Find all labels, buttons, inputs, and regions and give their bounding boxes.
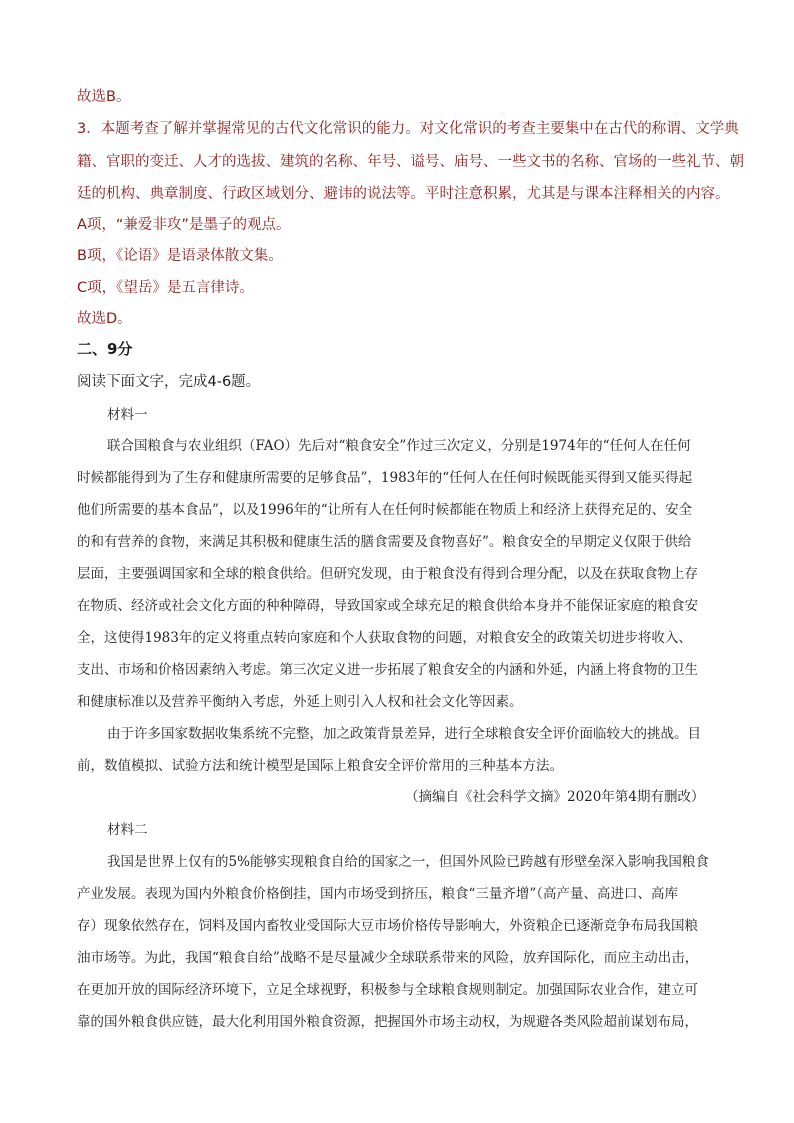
- material-2-p1-line-5: 在更加开放的国际经济环境下，立足全球视野，积极参与全球粮食规则制定。加强国际农业合作，建立可: [77, 982, 698, 998]
- material-2-p1-line-4: 油市场等。为此，我国“粮食自给”战略不是尽量减少全球联系带来的风险，放弃国际化，而应主动出击，: [77, 950, 699, 966]
- option-c-note: C项，《望岳》是五言律诗。: [77, 280, 254, 296]
- q3-explanation-line-3: 廷的机构、典章制度、行政区域划分、避讳的说法等。平时注意积累，尤其是与课本注释相关的内容。: [77, 186, 730, 202]
- material-1-citation: （摘编自《社会科学文摘》2020年第4期有删改）: [405, 789, 705, 805]
- q3-explanation-line-1: 3．本题考查了解并掌握常见的古代文化常识的能力。对文化常识的考查主要集中在古代的称谓、文学典: [77, 121, 739, 137]
- option-b-note: B项，《论语》是语录体散文集。: [77, 248, 283, 264]
- material-1-p1-line-1: 联合国粮食与农业组织（FAO）先后对“粮食安全”作过三次定义，分别是1974年的“任何人在任何: [107, 438, 691, 454]
- section-instruction: 阅读下面文字，完成4-6题。: [77, 374, 261, 390]
- material-2-p1-line-3: 存）现象依然存在，饲料及国内畜牧业受国际大豆市场价格传导影响大，外资粮企已逐渐竞争布局我国粮: [77, 918, 698, 934]
- q3-explanation-line-2: 籍、官职的变迁、人才的选拔、建筑的名称、年号、谥号、庙号、一些文书的名称、官场的一些礼节、朝: [77, 154, 744, 170]
- material-1-p1-line-4: 的和有营养的食物，来满足其积极和健康生活的膳食需要及食物喜好”。粮食安全的早期定义仅限于供给: [77, 534, 692, 550]
- answer-select-d: 故选D。: [77, 311, 132, 327]
- answer-select-b: 故选B。: [77, 89, 131, 105]
- material-1-p2-line-2: 前，数值模拟、试验方法和统计模型是国际上粮食安全评价常用的三种基本方法。: [77, 758, 563, 774]
- option-a-note: A项，“兼爱非攻”是墨子的观点。: [77, 217, 291, 233]
- material-2-p1-line-1: 我国是世界上仅有的5%能够实现粮食自给的国家之一，但国外风险已跨越有形壁垒深入影响我国粮食: [107, 854, 709, 870]
- material-1-p1-line-8: 支出、市场和价格因素纳入考虑。第三次定义进一步拓展了粮食安全的内涵和外延，内涵上将食物的卫生: [77, 662, 698, 678]
- material-1-p2-line-1: 由于许多国家数据收集系统不完整，加之政策背景差异，进行全球粮食安全评价面临较大的挑战。目: [107, 726, 701, 742]
- material-1-p1-line-3: 他们所需要的基本食品”，以及1996年的“让所有人在任何时候都能在物质上和经济上获得充足的、安全: [77, 502, 693, 518]
- material-1-p1-line-5: 层面，主要强调国家和全球的粮食供给。但研究发现，由于粮食没有得到合理分配，以及在获取食物上存: [77, 566, 698, 582]
- material-1-label: 材料一: [107, 407, 148, 423]
- section-heading: 二、9分: [77, 340, 133, 358]
- material-2-p1-line-6: 靠的国外粮食供应链，最大化利用国外粮食资源，把握国外市场主动权，为规避各类风险超前谋划布局，: [77, 1014, 698, 1030]
- material-1-p1-line-2: 时候都能得到为了生存和健康所需要的足够食品”，1983年的“任何人在任何时候既能买得到又能买得起: [77, 470, 693, 486]
- material-2-p1-line-2: 产业发展。表现为国内外粮食价格倒挂，国内市场受到挤压，粮食“三量齐增”（高产量、高进口、高库: [77, 886, 679, 902]
- material-1-p1-line-7: 全，这使得1983年的定义将重点转向家庭和个人获取食物的问题，对粮食安全的政策关切进步将收入、: [77, 630, 692, 646]
- material-1-p1-line-9: 和健康标准以及营养平衡纳入考虑，外延上则引入人权和社会文化等因素。: [77, 694, 523, 710]
- material-2-label: 材料二: [107, 822, 148, 838]
- material-1-p1-line-6: 在物质、经济或社会文化方面的种种障碍，导致国家或全球充足的粮食供给本身并不能保证家庭的粮食安: [77, 598, 698, 614]
